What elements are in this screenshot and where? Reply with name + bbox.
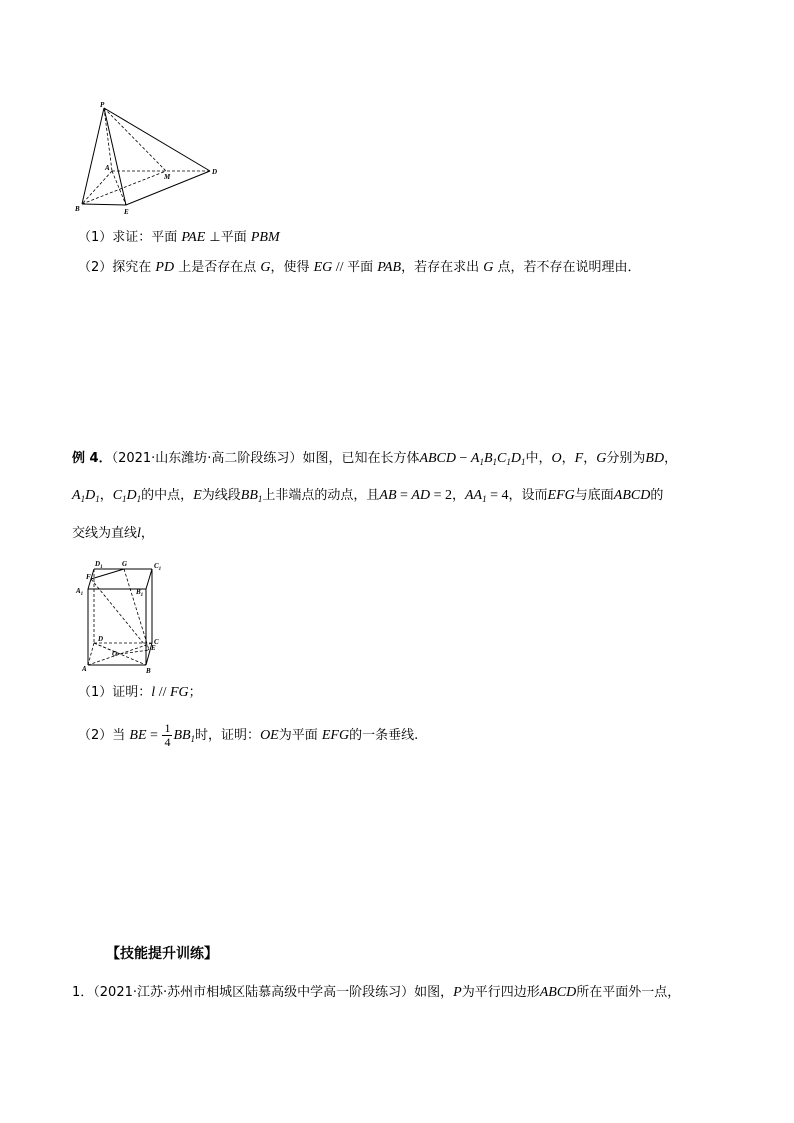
svg-text:B1: $B_1$ (136, 588, 144, 598)
svg-text:O: O (112, 650, 118, 658)
label-m: M (164, 173, 171, 181)
label-p: P (100, 101, 105, 109)
svg-text:E: E (151, 644, 156, 652)
svg-text:A1: $A_1$ (76, 587, 84, 597)
pyramid-figure (72, 98, 222, 218)
svg-text:G: G (122, 560, 128, 568)
example4-question-1: （1）证明：l // FG； (78, 685, 202, 700)
example4-line3: 交线为直线l， (72, 526, 154, 541)
label-d: D (212, 168, 218, 176)
cuboid-figure (74, 557, 174, 675)
svg-text:A: A (82, 665, 87, 673)
example4-question-2: （2）当 BE = $\frac{1}{4}$ $BB_1$时，证明：OE为平面 EFG的一条垂线. (78, 721, 419, 749)
fraction-one-quarter: $\frac{1}{4}$ (164, 721, 171, 749)
problem-1: 1．（2021·江苏·苏州市相城区陆慕高级中学高一阶段练习）如图，P为平行四边形ABCD所在平面外一点， (72, 985, 681, 1000)
example4-line2: $A_1D_1$，$C_1D_1$的中点，E为线段$BB_1$上非端点的动点，且AB = AD = 2，$AA_1 = 4$，设而EFG与底面ABCD的 (72, 488, 664, 504)
question-2: （2）探究在 PD 上是否存在点 G，使得 EG // 平面 PAB，若存在求出 G 点，若不存在说明理由． (78, 260, 641, 275)
label-a: A (105, 164, 110, 172)
section-title: 【技能提升训练】 (106, 946, 218, 962)
example4-line1: 例 4．（2021·山东潍坊·高二阶段练习）如图，已知在长方体ABCD − $A_1B_1C_1D_1$中，O，F，G分别为BD， (72, 451, 678, 467)
svg-text:C1: $C_1$ (154, 562, 162, 572)
svg-text:D: D (98, 635, 104, 643)
svg-text:D1: $D_1$ (95, 560, 103, 570)
svg-text:F: F (86, 573, 91, 581)
label-b: B (75, 205, 80, 213)
svg-text:B: B (146, 667, 151, 675)
svg-text:C: C (154, 638, 159, 646)
label-e: E (124, 208, 129, 216)
question-1: （1）求证：平面 PAE ⊥平面 PBM (78, 230, 280, 245)
